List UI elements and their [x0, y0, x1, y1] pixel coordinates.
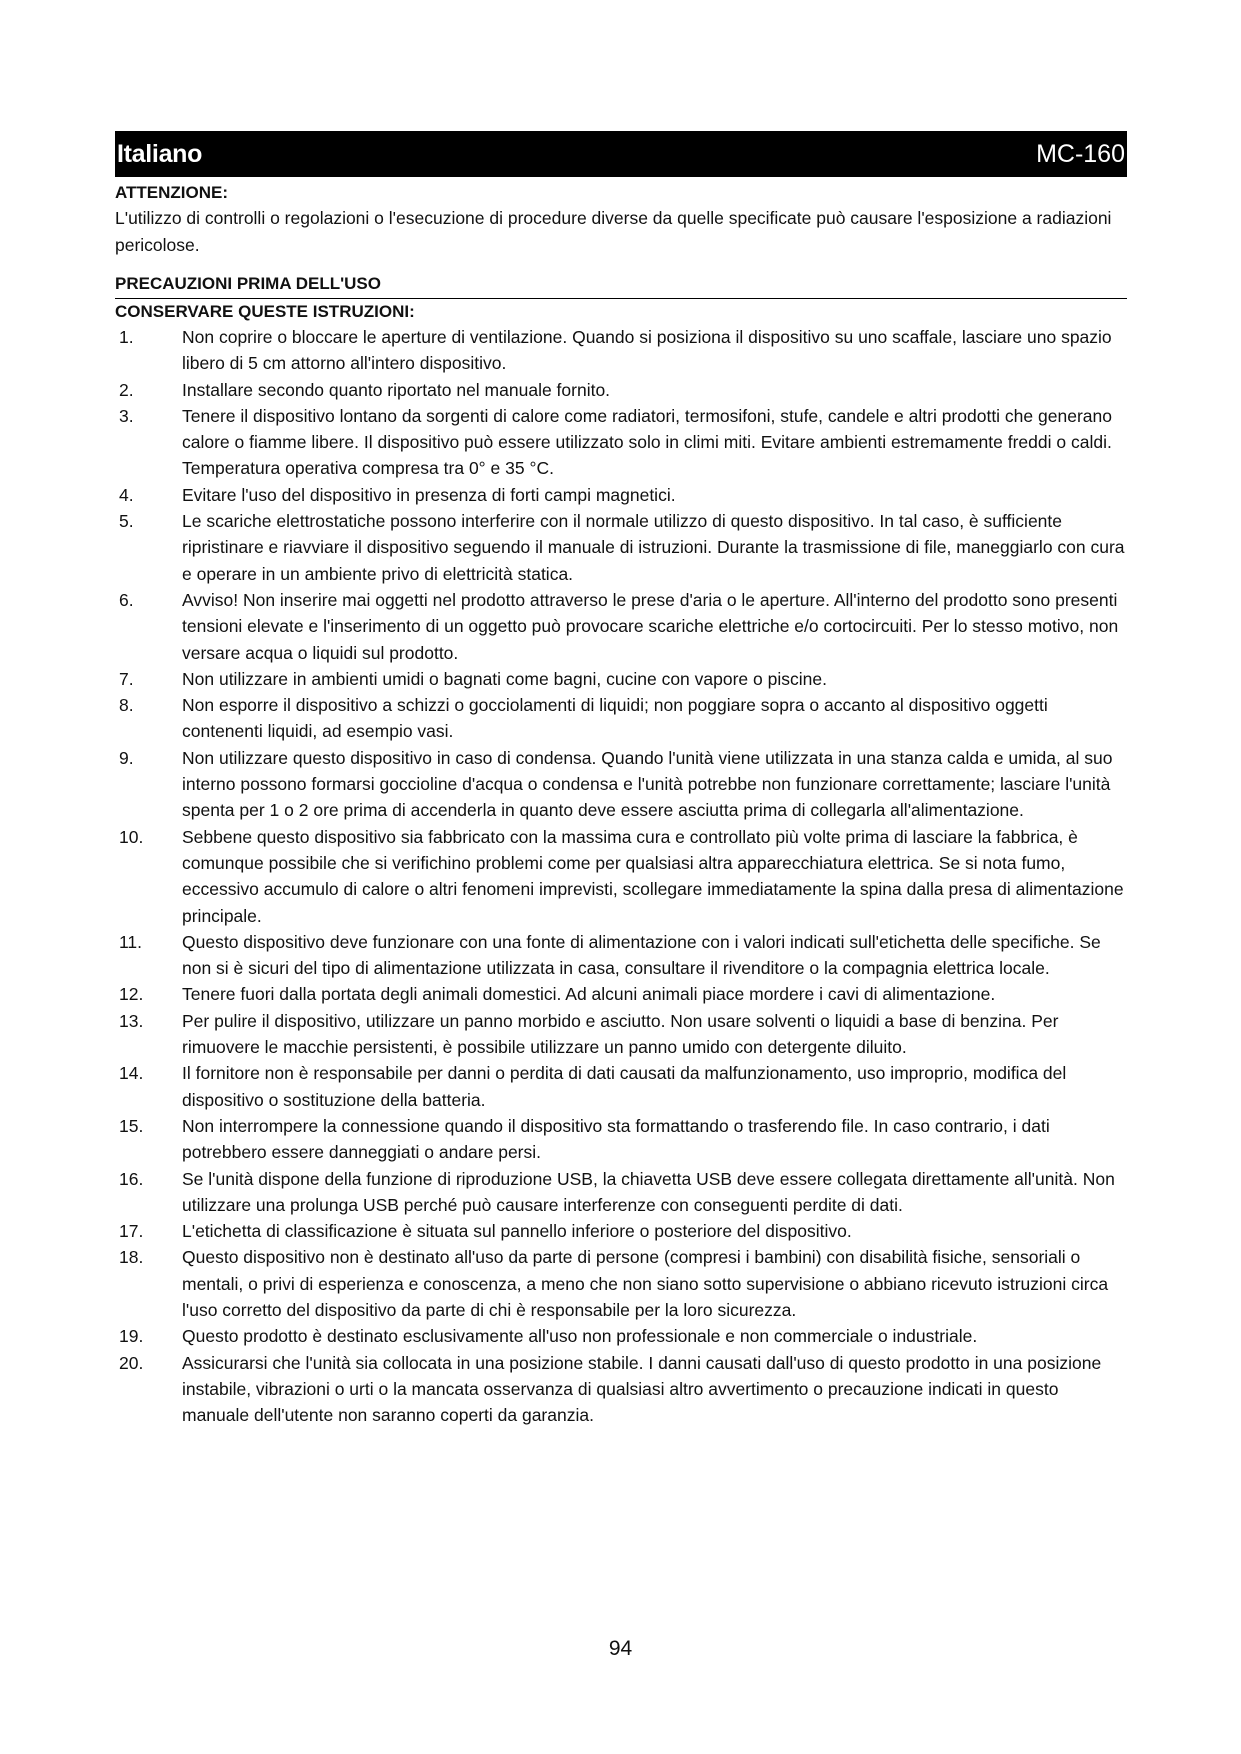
list-item-text: Sebbene questo dispositivo sia fabbricato con la massima cura e controllato più volte prima di lasciare la fabbrica, è comunque possibile che si verifichino problemi come per qualsiasi altra apparecchiatura elettrica. Se si nota fumo, eccessivo accumulo di calore o altri fenomeni imprevisti, scollegare immediatamente la spina dalla presa di alimentazione principale.	[182, 826, 1124, 926]
section-header-bar	[115, 131, 1127, 177]
list-item	[115, 1060, 1127, 1113]
list-item	[115, 981, 1127, 1007]
list-item	[115, 1350, 1127, 1429]
list-item-number: 16.	[119, 1168, 144, 1189]
list-item-text: Non interrompere la connessione quando il dispositivo sta formattando o trasferendo file. In caso contrario, i dati potrebbero essere danneggiati o andare persi.	[182, 1115, 1050, 1163]
list-item-text: Il fornitore non è responsabile per danni o perdita di dati causati da malfunzionamento, uso improprio, modifica del dispositivo o sostituzione della batteria.	[182, 1063, 1067, 1110]
list-item-number: 7.	[119, 668, 134, 689]
list-item-number: 4.	[119, 484, 134, 505]
list-item-number: 15.	[119, 1115, 144, 1136]
list-item-number: 17.	[119, 1221, 144, 1242]
warning-text: L'utilizzo di controlli o regolazioni o l'esecuzione di procedure diverse da quelle specificate può causare l'esposizione a radiazioni pericolose.	[115, 208, 1112, 255]
list-item-text: Non coprire o bloccare le aperture di ventilazione. Quando si posiziona il dispositivo su uno scaffale, lasciare uno spazio libero di 5 cm attorno all'intero dispositivo.	[182, 327, 1112, 374]
model-number: MC-160	[1036, 139, 1125, 168]
list-item-number: 6.	[119, 589, 134, 610]
list-item-number: 11.	[119, 931, 143, 952]
list-item-number: 3.	[119, 405, 134, 426]
list-item-text: Non utilizzare in ambienti umidi o bagnati come bagni, cucine con vapore o piscine.	[182, 668, 827, 689]
list-item	[115, 1244, 1127, 1323]
list-item	[115, 1008, 1127, 1061]
list-item-number: 18.	[119, 1247, 144, 1268]
list-item-number: 10.	[119, 826, 144, 847]
list-item-text: L'etichetta di classificazione è situata sul pannello inferiore o posteriore del dispositivo.	[182, 1221, 852, 1242]
list-item	[115, 692, 1127, 745]
list-item-text: Le scariche elettrostatiche possono interferire con il normale utilizzo di questo dispositivo. In tal caso, è sufficiente ripristinare e riavviare il dispositivo seguendo il manuale di istruzioni. Durante la trasmissione di file, maneggiarlo con cura e operare in un ambiente privo di elettricità statica.	[182, 511, 1125, 584]
list-item-number: 5.	[119, 511, 134, 532]
list-item	[115, 324, 1127, 377]
list-item	[115, 508, 1127, 587]
list-item	[115, 377, 1127, 403]
manual-page	[115, 131, 1127, 1428]
list-item	[115, 1323, 1127, 1349]
list-item	[115, 745, 1127, 824]
list-item-text: Per pulire il dispositivo, utilizzare un panno morbido e asciutto. Non usare solventi o liquidi a base di benzina. Per rimuovere le macchie persistenti, è possibile utilizzare un panno umido con detergente diluito.	[182, 1010, 1059, 1058]
list-item-text: Evitare l'uso del dispositivo in presenza di forti campi magnetici.	[182, 484, 676, 505]
warning-label: ATTENZIONE:	[115, 183, 229, 202]
list-item-number: 8.	[119, 695, 134, 716]
list-item	[115, 403, 1127, 482]
list-item	[115, 1166, 1127, 1219]
list-item-text: Non utilizzare questo dispositivo in caso di condensa. Quando l'unità viene utilizzata in una stanza calda e umida, al suo interno possono formarsi goccioline d'acqua o condensa e l'unità potrebbe non funzionare correttamente; lasciare l'unità spenta per 1 o 2 ore prima di accenderla in quanto deve essere asciutta prima di collegarla all'alimentazione.	[182, 747, 1113, 821]
list-item-text: Tenere fuori dalla portata degli animali domestici. Ad alcuni animali piace mordere i cavi di alimentazione.	[182, 984, 996, 1005]
list-item	[115, 1218, 1127, 1244]
list-item	[115, 666, 1127, 692]
list-item	[115, 824, 1127, 929]
list-item-number: 19.	[119, 1326, 144, 1347]
list-item-number: 14.	[119, 1063, 144, 1084]
list-item-text: Tenere il dispositivo lontano da sorgenti di calore come radiatori, termosifoni, stufe, candele e altri prodotti che generano calore o fiamme libere. Il dispositivo può essere utilizzato solo in climi miti. Evitare ambienti estremamente freddi o caldi. Temperatura operativa compresa tra 0° e 35 °C.	[182, 405, 1112, 479]
list-item-number: 2.	[119, 379, 134, 400]
list-item-text: Questo dispositivo deve funzionare con una fonte di alimentazione con i valori indicati sull'etichetta delle specifiche. Se non si è sicuri del tipo di alimentazione utilizzata in casa, consultare il rivenditore o la compagnia elettrica locale.	[182, 931, 1101, 979]
list-item-text: Se l'unità dispone della funzione di riproduzione USB, la chiavetta USB deve essere collegata direttamente all'unità. Non utilizzare una prolunga USB perché può causare interferenze con conseguenti perdite di dati.	[182, 1168, 1115, 1215]
list-item	[115, 482, 1127, 508]
language-title: Italiano	[117, 139, 203, 168]
list-item	[115, 929, 1127, 982]
precautions-list	[115, 324, 1127, 1428]
list-item	[115, 587, 1127, 666]
list-item-text: Questo prodotto è destinato esclusivamente all'uso non professionale e non commerciale o industriale.	[182, 1326, 978, 1347]
list-item-number: 1.	[119, 327, 134, 347]
list-item-number: 13.	[119, 1010, 144, 1031]
list-item-text: Installare secondo quanto riportato nel manuale fornito.	[182, 379, 611, 400]
precautions-title: PRECAUZIONI PRIMA DELL'USO	[115, 272, 1127, 299]
list-item-text: Assicurarsi che l'unità sia collocata in una posizione stabile. I danni causati dall'uso di questo prodotto in una posizione instabile, vibrazioni o urti o la mancata osservanza di qualsiasi altro avvertimento o precauzione indicati in questo manuale dell'utente non saranno coperti da garanzia.	[182, 1352, 1102, 1426]
list-item-number: 9.	[119, 747, 134, 768]
keep-instructions-title: CONSERVARE QUESTE ISTRUZIONI:	[115, 302, 415, 321]
list-item-number: 12.	[119, 984, 144, 1005]
list-item-number: 20.	[119, 1352, 144, 1373]
list-item	[115, 1113, 1127, 1166]
page-number: 94	[608, 1637, 633, 1660]
list-item-text: Non esporre il dispositivo a schizzi o gocciolamenti di liquidi; non poggiare sopra o accanto al dispositivo oggetti contenenti liquidi, ad esempio vasi.	[182, 695, 1048, 742]
list-item-text: Questo dispositivo non è destinato all'uso da parte di persone (compresi i bambini) con disabilità fisiche, sensoriali o mentali, o privi di esperienza e conoscenza, a meno che non siano sotto supervisione o abbiano ricevuto istruzioni circa l'uso corretto del dispositivo da parte di chi è responsabile per la loro sicurezza.	[182, 1247, 1109, 1320]
list-item-text: Avviso! Non inserire mai oggetti nel prodotto attraverso le prese d'aria o le aperture. All'interno del prodotto sono presenti tensioni elevate e l'inserimento di un oggetto può provocare scariche elettriche e/o cortocircuiti. Per lo stesso motivo, non versare acqua o liquidi sul prodotto.	[182, 589, 1119, 663]
